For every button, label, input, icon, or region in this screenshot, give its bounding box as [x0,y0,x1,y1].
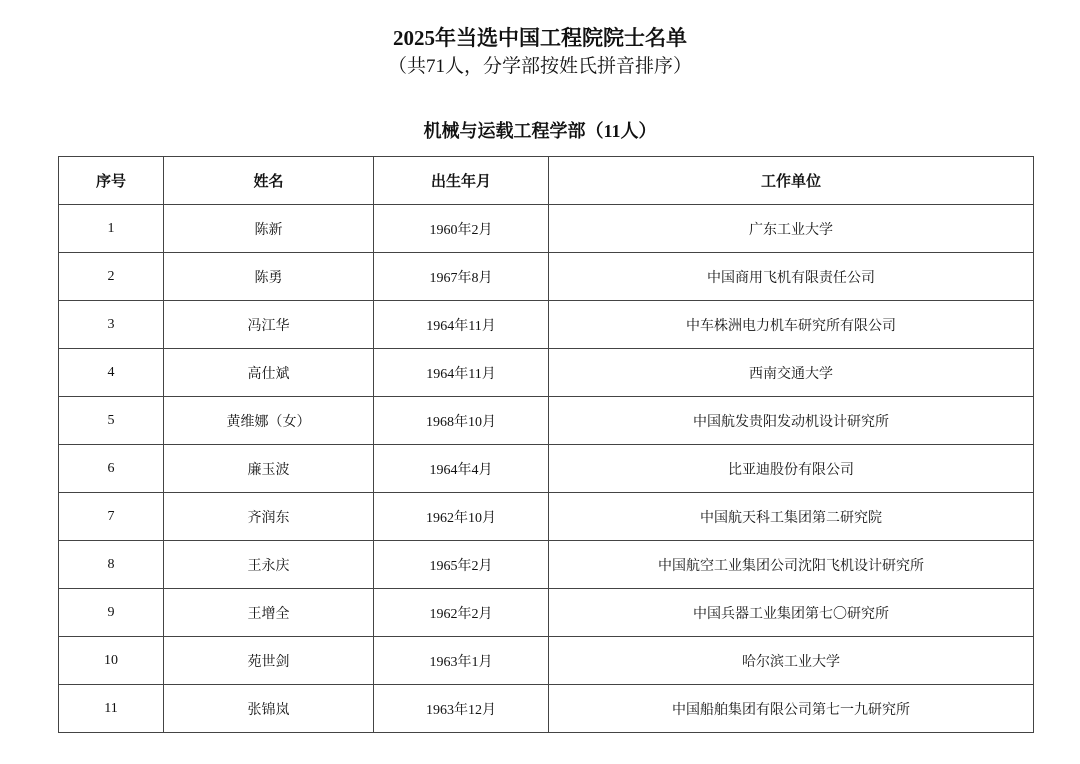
index-cell: 6 [59,445,164,493]
table-row [59,445,1034,493]
index-cell: 2 [59,253,164,301]
name-cell: 王永庆 [164,541,374,589]
section-heading: 机械与运载工程学部（11人） [423,121,657,141]
name-cell: 黄维娜（女） [164,397,374,445]
affiliation-cell: 西南交通大学 [549,349,1034,397]
birth-cell: 1964年11月 [374,349,549,397]
column-header-name: 姓名 [164,157,374,205]
column-header-birth: 出生年月 [374,157,549,205]
index-cell: 10 [59,637,164,685]
birth-cell: 1965年2月 [374,541,549,589]
birth-cell: 1964年11月 [374,301,549,349]
table-row [59,349,1034,397]
birth-cell: 1968年10月 [374,397,549,445]
table-row [59,253,1034,301]
table-row [59,589,1034,637]
index-cell: 1 [59,205,164,253]
birth-cell: 1960年2月 [374,205,549,253]
affiliation-cell: 中国商用飞机有限责任公司 [549,253,1034,301]
name-cell: 王增全 [164,589,374,637]
affiliation-cell: 中国兵器工业集团第七〇研究所 [549,589,1034,637]
name-cell: 苑世剑 [164,637,374,685]
affiliation-cell: 哈尔滨工业大学 [549,637,1034,685]
index-cell: 11 [59,685,164,733]
birth-cell: 1963年1月 [374,637,549,685]
table-row [59,301,1034,349]
birth-cell: 1964年4月 [374,445,549,493]
index-cell: 7 [59,493,164,541]
index-cell: 3 [59,301,164,349]
affiliation-cell: 中车株洲电力机车研究所有限公司 [549,301,1034,349]
name-cell: 齐润东 [164,493,374,541]
table-header-row [59,157,1034,205]
affiliation-cell: 中国航天科工集团第二研究院 [549,493,1034,541]
index-cell: 4 [59,349,164,397]
table-row [59,685,1034,733]
index-cell: 9 [59,589,164,637]
table-row [59,637,1034,685]
name-cell: 张锦岚 [164,685,374,733]
name-cell: 冯江华 [164,301,374,349]
document-title: 2025年当选中国工程院院士名单 [393,26,687,50]
column-header-index: 序号 [59,157,164,205]
index-cell: 5 [59,397,164,445]
name-cell: 高仕斌 [164,349,374,397]
table-row [59,205,1034,253]
birth-cell: 1962年2月 [374,589,549,637]
academician-table [58,156,1034,733]
name-cell: 廉玉波 [164,445,374,493]
name-cell: 陈勇 [164,253,374,301]
affiliation-cell: 比亚迪股份有限公司 [549,445,1034,493]
document-subtitle: （共71人，分学部按姓氏拼音排序） [387,56,692,77]
table-row [59,493,1034,541]
index-cell: 8 [59,541,164,589]
affiliation-cell: 广东工业大学 [549,205,1034,253]
column-header-affiliation: 工作单位 [549,157,1034,205]
birth-cell: 1967年8月 [374,253,549,301]
affiliation-cell: 中国航发贵阳发动机设计研究所 [549,397,1034,445]
birth-cell: 1963年12月 [374,685,549,733]
table-row [59,397,1034,445]
affiliation-cell: 中国航空工业集团公司沈阳飞机设计研究所 [549,541,1034,589]
birth-cell: 1962年10月 [374,493,549,541]
name-cell: 陈新 [164,205,374,253]
affiliation-cell: 中国船舶集团有限公司第七一九研究所 [549,685,1034,733]
table-row [59,541,1034,589]
